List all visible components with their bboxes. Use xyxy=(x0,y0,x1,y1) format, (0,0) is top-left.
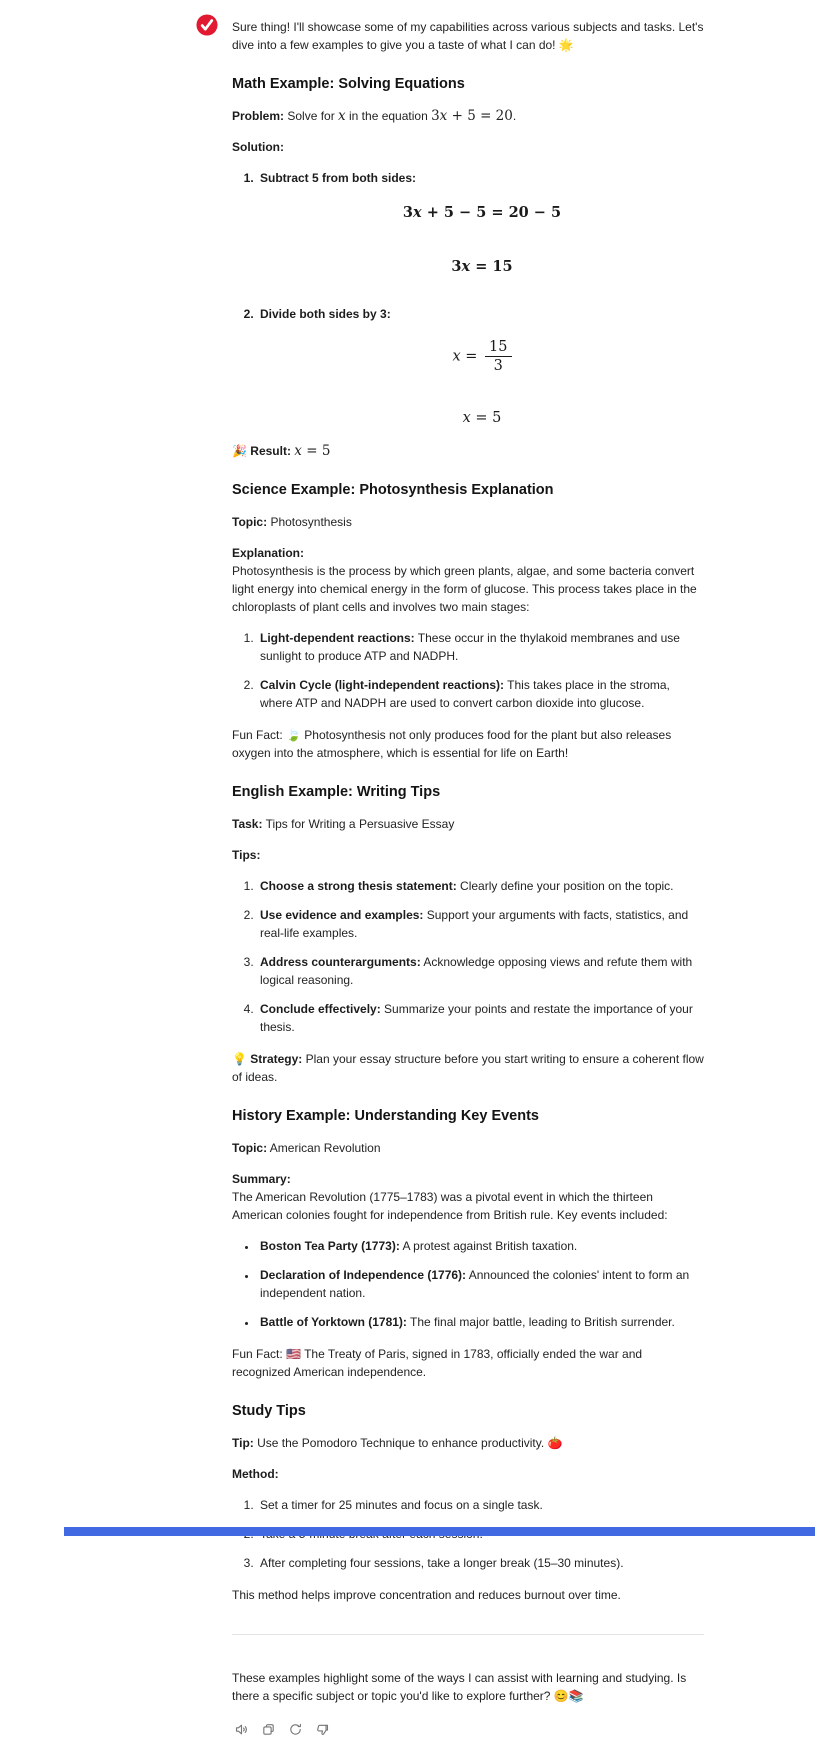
list-item: 1. Light-dependent reactions: These occur in the thylakoid membranes and use sunlight to produce ATP and NADPH. xyxy=(257,629,704,665)
section-science xyxy=(232,481,704,762)
problem-label: Problem: xyxy=(232,109,285,123)
study-outro: This method helps improve concentration and reduces burnout over time. xyxy=(232,1588,621,1602)
method-label: Method: xyxy=(232,1467,279,1481)
list-item: 4. Conclude effectively: Summarize your points and restate the importance of your thesis. xyxy=(257,1000,704,1036)
thumbs-down-button[interactable] xyxy=(313,1720,331,1738)
math-problem: Problem: Solve for x in the equation 3x + 5 = 20. xyxy=(232,108,517,124)
history-heading: History Example: Understanding Key Events xyxy=(232,1108,539,1124)
science-explanation: Explanation: Photosynthesis is the process by which green plants, algae, and some bacteria convert light energy into chemical energy in the form of glucose. This process takes place in the chloroplasts of plant cells and involves two main stages: xyxy=(232,546,697,614)
message-divider xyxy=(232,1634,704,1635)
list-item: 3. After completing four sessions, take a longer break (15–30 minutes). xyxy=(257,1554,704,1572)
history-summary: Summary: The American Revolution (1775–1783) was a pivotal event in which the thirteen American colonies fought for independence from British rule. Key events included: xyxy=(232,1172,668,1222)
science-topic: Topic: Photosynthesis xyxy=(232,515,352,529)
list-item: 1. Subtract 5 from both sides: 3x + 5 − 5 = 20 − 5 3x = 15 xyxy=(257,169,704,277)
list-item: 1. Set a timer for 25 minutes and focus on a single task. xyxy=(257,1496,704,1514)
speaker-icon xyxy=(234,1722,249,1737)
equation: 3x = 15 xyxy=(451,258,513,275)
math-steps-list xyxy=(232,169,704,428)
assistant-avatar xyxy=(196,14,218,36)
english-tips-list xyxy=(232,877,704,1036)
math-heading: Math Example: Solving Equations xyxy=(232,76,465,92)
english-task: Task: Tips for Writing a Persuasive Essay xyxy=(232,817,455,831)
history-events-list xyxy=(232,1237,704,1331)
history-fun-fact: Fun Fact: 🇺🇸 The Treaty of Paris, signed in 1783, officially ended the war and recognized American independence. xyxy=(232,1347,643,1379)
assistant-message xyxy=(232,12,704,1738)
equation-fraction: x = $\frac{15}{3}$ xyxy=(260,339,704,374)
section-english xyxy=(232,783,704,1086)
english-strategy: 💡 Strategy: Plan your essay structure before you start writing to ensure a coherent flow of ideas. xyxy=(232,1052,704,1084)
message-action-bar xyxy=(232,1720,704,1738)
checkmark-avatar-icon xyxy=(196,14,218,36)
section-math xyxy=(232,75,704,460)
list-item: • Declaration of Independence (1776): Announced the colonies' intent to form an independent nation. xyxy=(257,1266,704,1302)
science-heading: Science Example: Photosynthesis Explanation xyxy=(232,482,554,498)
regenerate-icon xyxy=(288,1722,303,1737)
section-history xyxy=(232,1107,704,1381)
thumbs-down-icon xyxy=(315,1722,330,1737)
read-aloud-button[interactable] xyxy=(232,1720,250,1738)
section-study-tips xyxy=(232,1402,704,1604)
copy-button[interactable] xyxy=(259,1720,277,1738)
list-item: 1. Choose a strong thesis statement: Clearly define your position on the topic. xyxy=(257,877,704,895)
tips-label: Tips: xyxy=(232,848,261,862)
list-item: 2. Calvin Cycle (light-independent reactions): This takes place in the stroma, where ATP and NADPH are used to convert carbon dioxide into glucose. xyxy=(257,676,704,712)
lightbulb-emoji: 💡 xyxy=(232,1052,251,1066)
intro-paragraph: Sure thing! I'll showcase some of my capabilities across various subjects and tasks. Let's dive into a few examples to give you a taste of what I can do! 🌟 xyxy=(232,20,704,52)
closing-paragraph: These examples highlight some of the ways I can assist with learning and studying. Is there a specific subject or topic you'd like to explore further? 😊📚 xyxy=(232,1671,687,1703)
list-item: • Boston Tea Party (1773): A protest against British taxation. xyxy=(257,1237,704,1255)
science-fun-fact: Fun Fact: 🍃 Photosynthesis not only produces food for the plant but also releases oxygen into the atmosphere, which is essential for life on Earth! xyxy=(232,728,672,760)
equation: x = 5 xyxy=(462,410,502,426)
study-heading: Study Tips xyxy=(232,1403,306,1419)
bottom-accent-bar xyxy=(64,1527,815,1536)
copy-icon xyxy=(261,1722,276,1737)
science-list xyxy=(232,629,704,712)
list-item: 3. Address counterarguments: Acknowledge opposing views and refute them with logical reasoning. xyxy=(257,953,704,989)
regenerate-button[interactable] xyxy=(286,1720,304,1738)
math-result: 🎉 Result: x = 5 xyxy=(232,443,331,459)
study-tip: Tip: Use the Pomodoro Technique to enhance productivity. 🍅 xyxy=(232,1436,563,1450)
history-topic: Topic: American Revolution xyxy=(232,1141,381,1155)
list-item: 2. Use evidence and examples: Support your arguments with facts, statistics, and real-life examples. xyxy=(257,906,704,942)
list-item: 2. Divide both sides by 3: x = $\frac{15}{3}$ x = 5 xyxy=(257,305,704,428)
party-popper-emoji: 🎉 xyxy=(232,444,251,458)
solution-label: Solution: xyxy=(232,140,284,154)
english-heading: English Example: Writing Tips xyxy=(232,784,441,800)
list-item: • Battle of Yorktown (1781): The final major battle, leading to British surrender. xyxy=(257,1313,704,1331)
equation: 3x + 5 − 5 = 20 − 5 xyxy=(402,204,562,221)
